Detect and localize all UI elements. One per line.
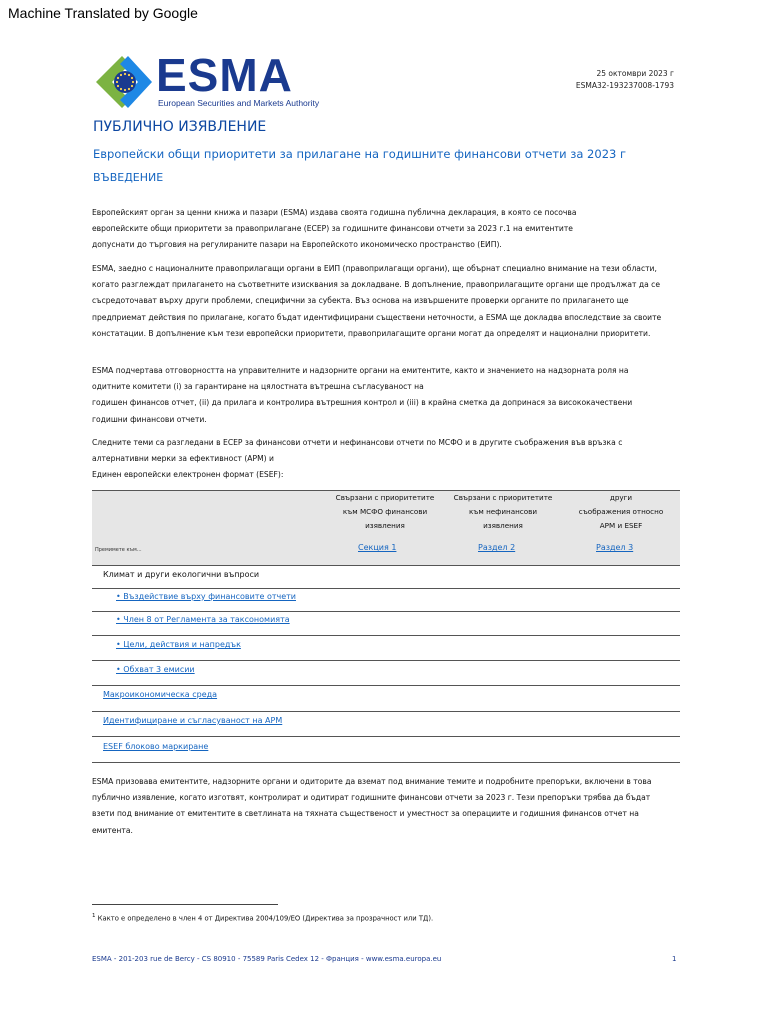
table-row[interactable] (92, 635, 680, 661)
table-row[interactable] (92, 711, 680, 737)
footnote-divider (92, 904, 278, 905)
esma-emblem-icon (92, 52, 156, 114)
document-subtitle: Европейски общи приоритети за прилагане на годишните финансови отчети за 2023 г (93, 147, 627, 161)
table-row[interactable] (92, 611, 680, 636)
table-row (92, 564, 680, 589)
table-row[interactable] (92, 588, 680, 612)
link-esef-block-tagging[interactable]: ESEF блоково маркиране (103, 742, 209, 751)
table-row[interactable] (92, 685, 680, 712)
paragraph-topics: Следните теми са разгледани в ECEP за финансови отчети и нефинансови отчети по МСФО и в другите съображения във връзка с алтернативни мерки за ефективност (APM) и Единен европейски електронен формат (ESEF): (92, 438, 623, 480)
link-section-1[interactable]: Секция 1 (358, 543, 397, 552)
document-date: 25 октомври 2023 г (596, 69, 674, 78)
paragraph-enforcement: ESMA, заедно с националните правоприлагащи органи в ЕИП (правоприлагащи органи), ще обърнат специално внимание на тези области, когато разглеждат прилагането на съответните изисквания за докладване. В допълнение, правоприлагащите органи ще продължат да се съсредоточават върху други проблеми, специфични за субекта. Въз основа на извършените проверки органите по прилагането ще предприемат действия по прилагане, когато бъдат идентифицирани съществени неточности, а ESMA ще докладва впоследствие за своите констатации. В допълнение към тези европейски приоритети, правоприлагащите органи могат да определят и национални приоритети. (92, 264, 662, 338)
table-row[interactable] (92, 660, 680, 686)
footnote-number: 1 (92, 913, 96, 919)
link-targets-actions[interactable]: • Цели, действия и напредък (116, 640, 241, 649)
esma-logo (92, 49, 332, 114)
footer-address: ESMA - 201-203 rue de Bercy - CS 80910 - 75589 Paris Cedex 12 - Франция - www.esma.europa.eu (92, 955, 442, 963)
document-reference: ESMA32-193237008-1793 (575, 81, 674, 90)
footnote (92, 913, 433, 922)
link-section-2[interactable]: Раздел 2 (478, 543, 516, 552)
page-number: 1 (672, 955, 677, 963)
paragraph-responsibility: ESMA подчертава отговорността на управителните и надзорните органи на емитентите, както и значението на надзорната роля на одитните комитети (i) за гарантиране на цялостната вътрешна съгласуваност на годишен финансов отчет, (ii) да прилага и контролира вътрешния контрол и (iii) в крайна сметка да допринася за висококачествени годишни финансови отчети. (92, 366, 633, 424)
row-label-climate: Климат и други екологични въпроси (103, 570, 260, 579)
table-corner-label: Прeмимeте към... (95, 547, 142, 553)
table-row[interactable] (92, 736, 680, 763)
column-header-other: други съображения относно APM и ESEF (578, 493, 664, 530)
link-taxonomy-article-8[interactable]: • Член 8 от Регламента за таксономията (116, 615, 290, 624)
machine-translation-banner (0, 0, 768, 32)
logo-wordmark: ESMA (156, 49, 293, 101)
banner-text: Machine Translated by Google (8, 5, 198, 21)
paragraph-intro: Европейският орган за ценни книжа и пазари (ESMA) издава своята годишна публична декларация, в която се посочва европейските общи приоритети за правоприлагане (ECEP) за годишните финансови отчети за 2023 г.1 на емитентите допуснати до търговия на регулираните пазари на Европейското икономическо пространство (ЕИП). (92, 208, 577, 250)
link-financial-impact[interactable]: • Въздействие върху финансовите отчети (116, 592, 296, 601)
document-meta (576, 68, 674, 92)
link-section-3[interactable]: Раздел 3 (596, 543, 634, 552)
column-header-nonfinancial: Свързани с приоритетите към нефинансови изявления (453, 493, 553, 530)
link-apm[interactable]: Идентифициране и съгласуваност на APM (103, 716, 283, 725)
footnote-text: Както е определено в член 4 от Директива 2004/109/ЕО (Директива за прозрачност или ТД). (97, 914, 434, 923)
column-header-ifrs: Свързани с приоритетите към МСФО финансови изявления (335, 493, 435, 530)
link-scope-3-emissions[interactable]: • Обхват 3 емисии (116, 665, 195, 674)
priorities-table-header (92, 490, 680, 566)
document-title: ПУБЛИЧНО ИЗЯВЛЕНИЕ (93, 119, 267, 135)
paragraph-call-to-action: ESMA призовава емитентите, надзорните органи и одиторите да вземат под внимание темите и подробните препоръки, включени в това публично изявление, когато изготвят, контролират и одитират годишните финансови отчети за 2023 г. Тези препоръки трябва да бъдат взети под внимание от емитентите в светлината на тяхната същественост и уместност за операциите и годишния финансов отчет на емитента. (92, 777, 652, 835)
section-heading-introduction: ВЪВЕДЕНИЕ (93, 171, 164, 184)
logo-subtitle: European Securities and Markets Authority (158, 98, 320, 108)
link-macroeconomic[interactable]: Макроикономическа среда (103, 690, 218, 699)
